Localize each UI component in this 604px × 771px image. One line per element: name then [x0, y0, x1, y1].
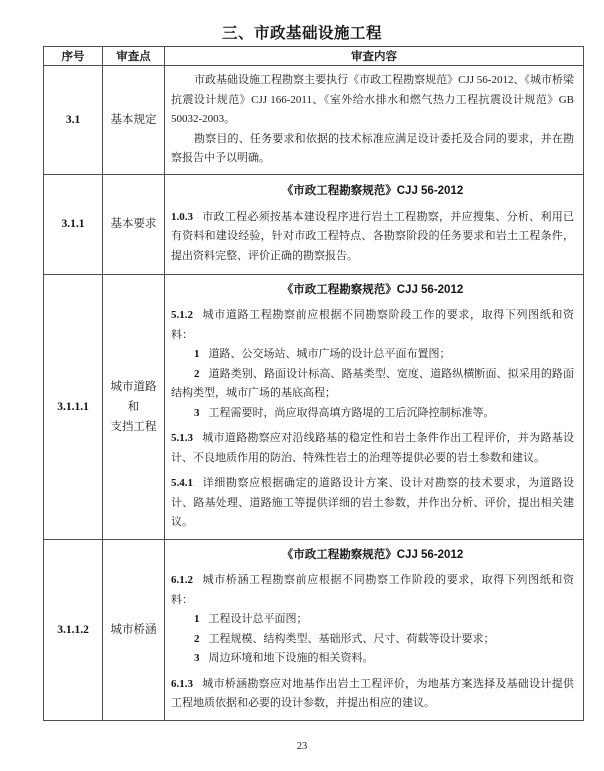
- content-item: [171, 345, 574, 365]
- page-number: 23: [296, 741, 308, 752]
- content-clause: [171, 208, 574, 267]
- content-item: [171, 404, 574, 424]
- table-row: [44, 174, 584, 274]
- clause-text: 城市桥涵勘察应对地基作出岩土工程评价，为地基方案选择及基础设计提供工程地质依据和必要的设计参数，并提出相应的建议。: [171, 677, 574, 709]
- clause-text: 城市道路工程勘察前应根据不同勘察阶段工作的要求，取得下列图纸和资料：: [171, 309, 574, 341]
- clause-number: 3: [194, 406, 200, 419]
- content-para: 勘察目的、任务要求和依据的技术标准应满足设计委托及合同的要求，并在勘察报告中予以明确。: [171, 132, 574, 164]
- content-item: [171, 649, 574, 669]
- table-header-row: [44, 47, 584, 66]
- clause-text: 城市道路勘察应对沿线路基的稳定性和岩土条件作出工程评价，并为路基设计、不良地质作用的防治、特殊性岩土的治理等提供必要的岩土参数和建议。: [171, 432, 574, 464]
- content-heading: 《市政工程勘察规范》CJJ 56-2012: [281, 548, 464, 561]
- clause-text: 工程规模、结构类型、基础形式、尺寸、荷载等设计要求；: [208, 632, 495, 645]
- clause-number: 1: [194, 613, 200, 625]
- page-title: 三、市政基础设施工程: [221, 25, 382, 42]
- clause-number: 5.1.3: [171, 432, 193, 444]
- content-item: [171, 630, 574, 650]
- clause-text: 工程设计总平面图；: [208, 613, 308, 625]
- content-heading: 《市政工程勘察规范》CJJ 56-2012: [281, 185, 464, 197]
- clause-number: 5.4.1: [171, 477, 193, 489]
- clause-number: 1: [194, 348, 200, 360]
- row-id-cell: 3.1.1: [44, 174, 103, 274]
- review-content-cell: [165, 66, 584, 175]
- content-heading: 《市政工程勘察规范》CJJ 56-2012: [281, 283, 464, 296]
- clause-number: 2: [194, 632, 200, 645]
- clause-number: 6.1.3: [171, 677, 193, 690]
- review-point-cell: 城市桥涵: [103, 539, 165, 720]
- clause-number: 6.1.2: [171, 574, 193, 586]
- content-item: [171, 365, 574, 404]
- column-header: 审查内容: [165, 47, 584, 66]
- content-clause: [171, 306, 574, 345]
- review-content-cell: [165, 174, 584, 274]
- clause-text: 详细勘察应根据确定的道路设计方案、设计对勘察的技术要求，为道路设计、路基处理、道路施工等提供详细的岩土参数，并作出分析、评价，提出相关建议。: [171, 477, 574, 528]
- clause-text: 工程需要时，尚应取得高填方路堤的工后沉降控制标准等。: [208, 406, 495, 419]
- review-content-cell: [165, 539, 584, 720]
- content-clause: [171, 429, 574, 468]
- clause-number: 2: [194, 367, 200, 380]
- review-content-cell: [165, 274, 584, 539]
- clause-number: 5.1.2: [171, 309, 193, 321]
- row-id-cell: 3.1: [44, 66, 103, 175]
- review-point-cell: 基本规定: [103, 66, 165, 175]
- clause-text: 道路、公交场站、城市广场的设计总平面布置图；: [208, 348, 451, 360]
- review-table: [43, 46, 584, 721]
- content-clause: [171, 675, 574, 714]
- review-point-cell: 城市道路 和 支挡工程: [103, 274, 165, 539]
- clause-text: 道路类别、路面设计标高、路基类型、宽度、道路纵横断面、拟采用的路面结构类型，城市广场的基底高程；: [171, 367, 574, 399]
- table-row: [44, 539, 584, 720]
- table-row: [44, 274, 584, 539]
- content-item: [171, 610, 574, 630]
- review-point-cell: 基本要求: [103, 174, 165, 274]
- clause-text: 城市桥涵工程勘察前应根据不同勘察工作阶段的要求，取得下列图纸和资料：: [171, 574, 574, 606]
- content-para: 市政基础设施工程勘察主要执行《市政工程勘察规范》CJJ 56-2012、《城市桥梁抗震设计规范》CJJ 166-2011、《室外给水排水和燃气热力工程抗震设计规范》GB 50032-2003。: [171, 74, 574, 125]
- table-row: [44, 66, 584, 175]
- column-header: 审查点: [103, 47, 165, 66]
- column-header: 序号: [44, 47, 103, 66]
- clause-text: 周边环境和地下设施的相关资料。: [208, 652, 374, 664]
- clause-text: 市政工程必须按基本建设程序进行岩土工程勘察，并应搜集、分析、利用已有资料和建设经验，针对市政工程特点、各勘察阶段的任务要求和岩土工程条件，提出资料完整、评价正确的勘察报告。: [171, 210, 574, 262]
- row-id-cell: 3.1.1.1: [44, 274, 103, 539]
- content-clause: [171, 571, 574, 610]
- row-id-cell: 3.1.1.2: [44, 539, 103, 720]
- clause-number: 3: [194, 652, 200, 664]
- content-clause: [171, 474, 574, 533]
- clause-number: 1.0.3: [171, 210, 193, 223]
